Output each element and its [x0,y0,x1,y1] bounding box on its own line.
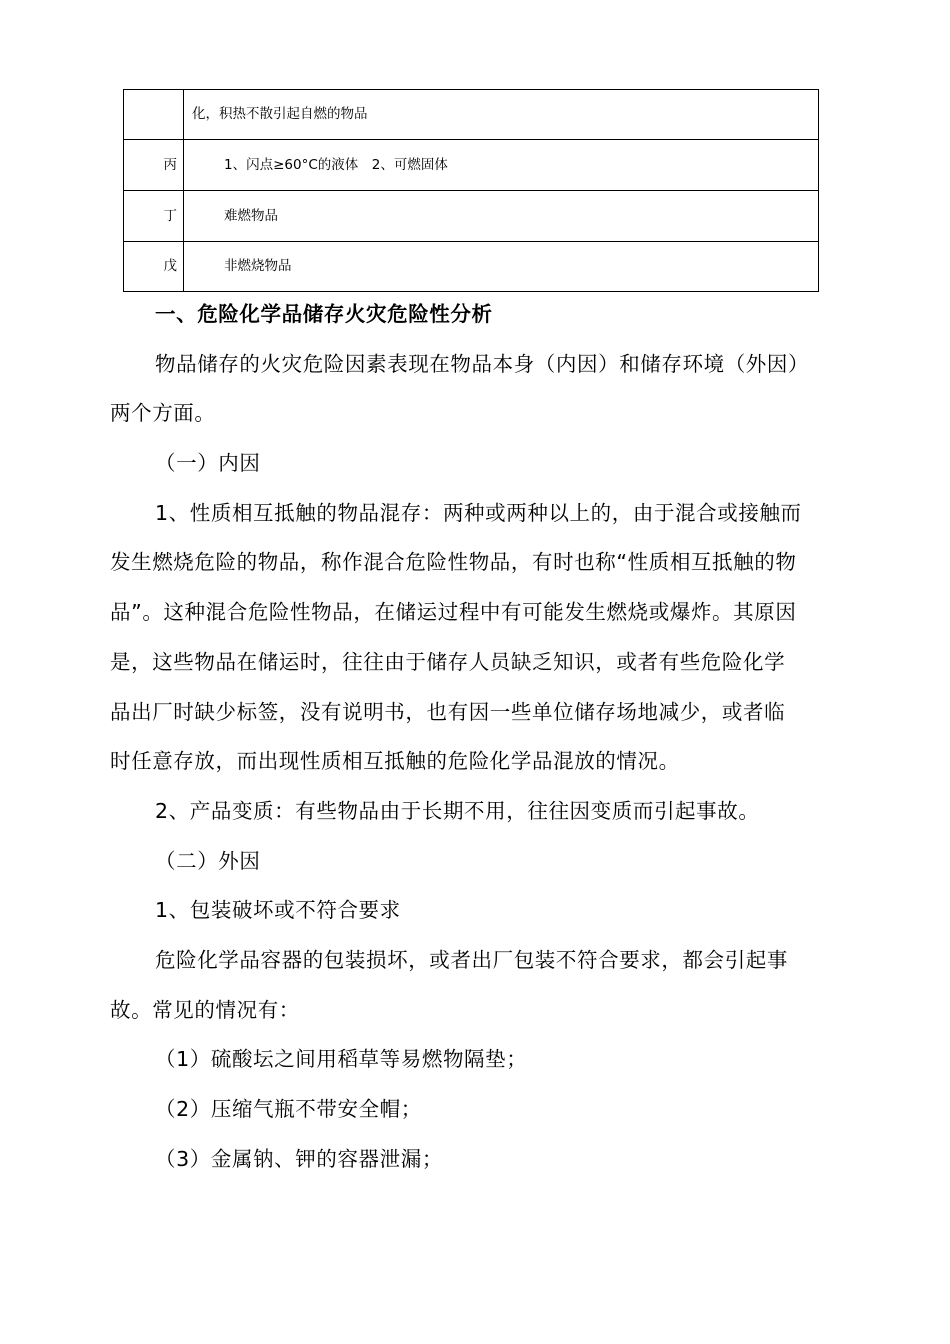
category-cell [124,90,184,140]
paragraph-line: 发生燃烧危险的物品，称作混合危险性物品，有时也称“性质相互抵触的物 [110,550,797,574]
paragraph-line: 两个方面。 [110,401,216,425]
table-row [124,140,819,191]
subsection-title: （一）内因 [155,451,261,475]
category-cell: 丁 [124,191,184,242]
paragraph-line: 物品储存的火灾危险因素表现在物品本身（内因）和储存环境（外因） [155,352,810,376]
subsection-title: （二）外因 [155,849,261,873]
hazard-classification-table [123,89,819,292]
category-cell: 丙 [124,140,184,191]
paragraph-line: 时任意存放，而出现性质相互抵触的危险化学品混放的情况。 [110,749,680,773]
list-item: （1）硫酸坛之间用稻草等易燃物隔垫； [155,1047,528,1071]
paragraph-line: 品”。这种混合危险性物品，在储运过程中有可能发生燃烧或爆炸。其原因 [110,600,797,624]
description-cell: 非燃烧物品 [184,242,819,292]
description-cell: 化，积热不散引起自燃的物品 [184,90,819,140]
paragraph-line: 品出厂时缺少标签，没有说明书，也有因一些单位储存场地减少，或者临 [110,700,786,724]
section-heading: 一、危险化学品储存火灾危险性分析 [155,302,493,326]
category-cell: 戊 [124,242,184,292]
table-row [124,242,819,292]
description-cell: 难燃物品 [184,191,819,242]
list-item: （2）压缩气瓶不带安全帽； [155,1097,422,1121]
table-row [124,90,819,140]
list-item: （3）金属钠、钾的容器泄漏； [155,1147,443,1171]
paragraph-line: 危险化学品容器的包装损坏，或者出厂包装不符合要求，都会引起事 [155,948,788,972]
paragraph-line: 故。常见的情况有： [110,998,300,1022]
item-title: 1、包装破坏或不符合要求 [155,898,401,922]
paragraph-line: 1、性质相互抵触的物品混存：两种或两种以上的，由于混合或接触而 [155,501,802,525]
table-row [124,191,819,242]
paragraph-line: 是，这些物品在储运时，往往由于储存人员缺乏知识，或者有些危险化学 [110,650,786,674]
paragraph-line: 2、产品变质：有些物品由于长期不用，往往因变质而引起事故。 [155,799,760,823]
description-cell: 1、闪点≥60°C的液体 2、可燃固体 [184,140,819,191]
